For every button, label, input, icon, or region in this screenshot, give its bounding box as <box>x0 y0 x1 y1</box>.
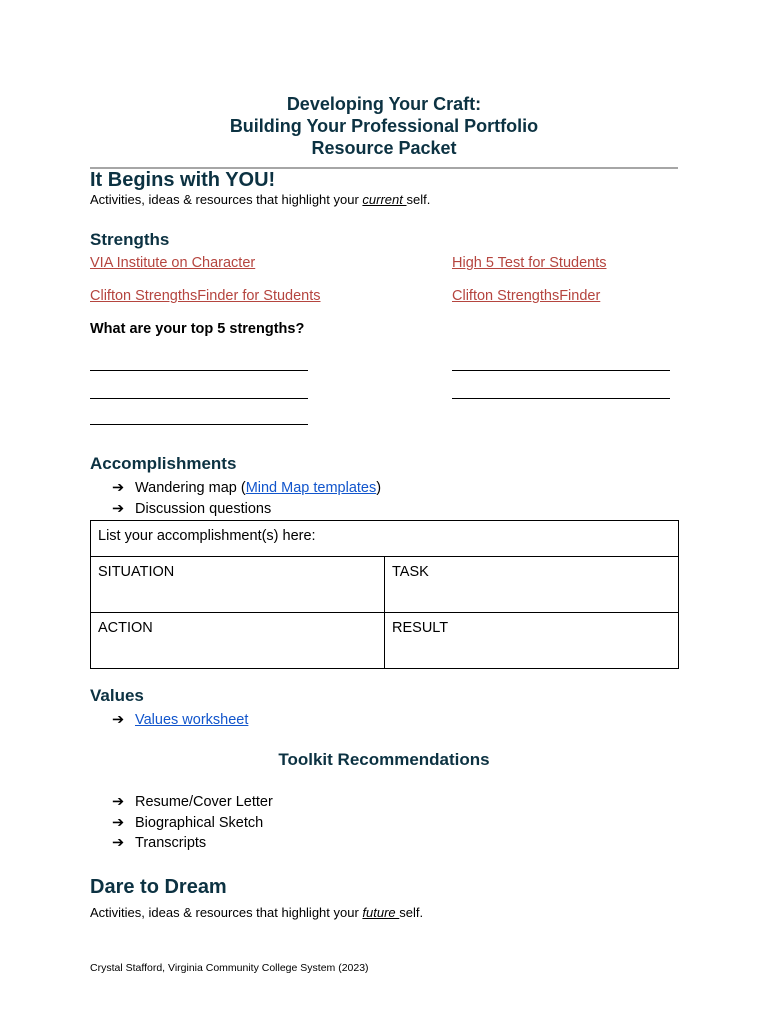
bullet-text: Discussion questions <box>135 500 272 517</box>
blank-line-2[interactable] <box>452 370 670 371</box>
values-heading: Values <box>90 686 144 705</box>
arrow-bullet-icon: ➔ <box>112 814 125 831</box>
section-heading-dare-to-dream: Dare to Dream <box>90 876 227 898</box>
intro-emphasis: current <box>362 192 407 207</box>
strengths-question: What are your top 5 strengths? <box>90 321 305 337</box>
list-item <box>112 813 273 834</box>
intro-emphasis: future <box>362 905 400 920</box>
intro-text: Activities, ideas & resources that highlight your <box>90 192 363 207</box>
strengths-heading: Strengths <box>90 230 170 249</box>
list-item <box>112 499 381 520</box>
section-intro-current <box>90 192 430 207</box>
arrow-bullet-icon: ➔ <box>112 835 125 851</box>
section-heading-begins-with-you: It Begins with YOU! <box>90 169 276 191</box>
link-clifton-students[interactable]: Clifton StrengthsFinder for Students <box>90 288 321 304</box>
title-line-1: Developing Your Craft: <box>286 94 482 114</box>
accomplishments-heading: Accomplishments <box>90 454 237 473</box>
section-intro-future <box>90 905 423 920</box>
table-result-cell[interactable]: RESULT <box>385 613 679 669</box>
blank-line-5[interactable] <box>90 424 308 425</box>
link-mind-map-templates[interactable]: Mind Map templates <box>245 480 377 496</box>
values-list <box>112 710 248 731</box>
table-list-cell[interactable]: List your accomplishment(s) here: <box>91 521 679 557</box>
link-clifton-strengthsfinder[interactable]: Clifton StrengthsFinder <box>452 288 601 304</box>
footer-credit: Crystal Stafford, Virginia Community College System (2023) <box>90 962 369 974</box>
blank-line-3[interactable] <box>90 398 308 399</box>
list-item <box>112 710 248 731</box>
accomplishment-table <box>90 520 679 669</box>
list-item <box>112 792 273 813</box>
title-line-3: Resource Packet <box>311 138 457 158</box>
link-via-institute[interactable]: VIA Institute on Character <box>90 255 256 271</box>
toolkit-list <box>112 792 273 854</box>
accomplishments-list <box>112 478 381 519</box>
arrow-bullet-icon: ➔ <box>112 794 125 810</box>
toolkit-item: Resume/Cover Letter <box>135 794 273 810</box>
link-values-worksheet[interactable]: Values worksheet <box>135 712 249 728</box>
blank-line-1[interactable] <box>90 370 308 371</box>
toolkit-heading: Toolkit Recommendations <box>278 750 490 769</box>
arrow-bullet-icon: ➔ <box>112 500 125 517</box>
table-task-cell[interactable]: TASK <box>385 557 679 613</box>
intro-text: Activities, ideas & resources that highlight your <box>90 905 363 920</box>
title-line-2: Building Your Professional Portfolio <box>229 116 539 136</box>
intro-text-end: self. <box>406 192 431 207</box>
toolkit-item: Biographical Sketch <box>135 814 264 831</box>
arrow-bullet-icon: ➔ <box>112 712 125 728</box>
list-item <box>112 478 381 499</box>
intro-text-end: self. <box>399 905 424 920</box>
bullet-text: Wandering map ( <box>135 480 246 496</box>
blank-line-4[interactable] <box>452 398 670 399</box>
table-situation-cell[interactable]: SITUATION <box>91 557 385 613</box>
bullet-text-end: ) <box>376 480 382 496</box>
link-high5-test[interactable]: High 5 Test for Students <box>452 255 607 271</box>
list-item <box>112 833 273 854</box>
document-title <box>90 93 678 159</box>
arrow-bullet-icon: ➔ <box>112 480 125 496</box>
toolkit-item: Transcripts <box>135 835 207 851</box>
table-action-cell[interactable]: ACTION <box>91 613 385 669</box>
